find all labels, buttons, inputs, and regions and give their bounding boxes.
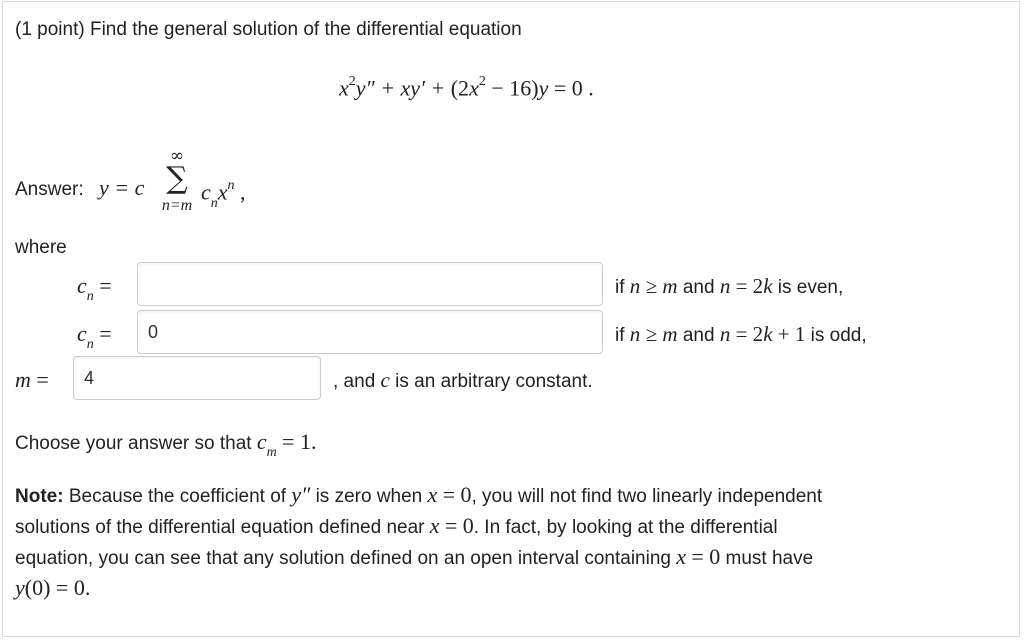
problem-intro: (1 point) Find the general solution of the differential equation [15,19,522,40]
summand: $c_nx^n$ , [201,178,246,211]
cn-odd-label: $c_n$ = [77,321,112,353]
m-input[interactable] [73,356,321,400]
answer-formula-lhs: y = c [99,175,145,200]
differential-equation: $x^2y'' + xy' + (2x^2 - 16)y = 0$ . [339,74,594,101]
cn-odd-condition: if n ≥ m and n = 2k + 1 is odd, [615,322,867,346]
cn-even-input[interactable] [137,262,603,306]
cn-even-label: $c_n$ = [77,273,112,305]
note-line-2: solutions of the differential equation defined near x = 0. In fact, by looking at the differential [15,513,778,538]
cn-even-condition: if n ≥ m and n = 2k is even, [615,274,844,298]
summation [157,148,197,214]
where-label: where [15,237,67,258]
sigma-icon: ∑ [166,161,188,196]
note-line-1: Note: Because the coefficient of y″ is zero when x = 0, you will not find two linearly independent [15,482,823,507]
sum-upper-limit: ∞ [169,146,185,166]
m-suffix: , and c is an arbitrary constant. [333,368,593,392]
cn-odd-input[interactable] [137,310,603,354]
m-label: m = [15,367,49,392]
problem-panel [2,1,1020,637]
note-line-3: equation, you can see that any solution defined on an open interval containing x = 0 must have [15,544,814,569]
note-line-4: y(0) = 0. [15,575,91,600]
choose-instruction: Choose your answer so that $c_m = 1$. [15,429,317,461]
answer-label: Answer: [15,179,84,200]
sum-lower-limit: n=m [161,197,193,214]
